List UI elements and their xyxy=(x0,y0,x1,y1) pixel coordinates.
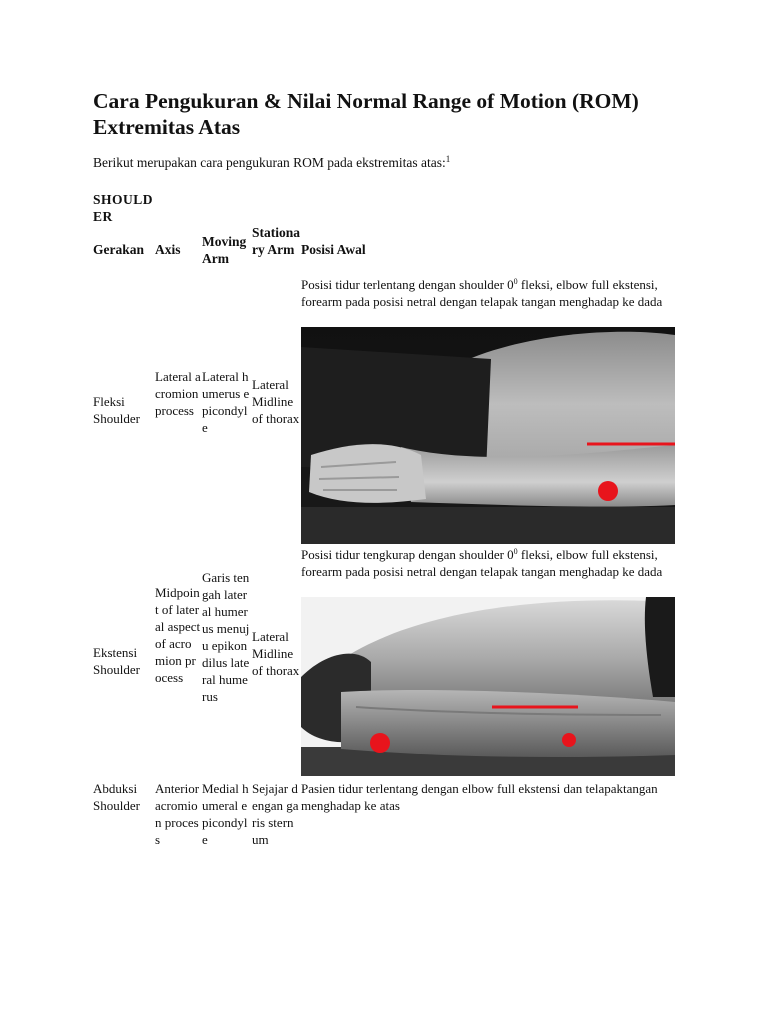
cell-moving-arm: Lateral humerus epicondyle xyxy=(202,369,250,435)
cell-stationary-arm: Lateral Midline of thorax xyxy=(252,629,300,678)
cell-moving-arm: Medial humeral epicondyle xyxy=(202,781,249,847)
degree-superscript: 0 xyxy=(513,277,518,286)
cell-gerakan: Fleksi Shoulder xyxy=(93,394,140,426)
axis-marker-dot xyxy=(370,733,390,753)
epicondyle-marker-dot xyxy=(562,733,576,747)
cell-stationary-arm: Lateral Midline of thorax xyxy=(252,377,300,426)
axis-marker-dot xyxy=(598,481,618,501)
header-stationary-arm: Stationary Arm xyxy=(252,225,301,257)
photo-ekstensi-shoulder xyxy=(301,597,675,776)
intro-text xyxy=(93,155,653,171)
section-heading-shoulder: SHOULDER xyxy=(93,192,154,224)
cell-posisi-awal xyxy=(301,276,679,310)
posisi-awal-text: Posisi tidur tengkurap dengan shoulder 0 xyxy=(301,547,514,562)
header-posisi-awal: Posisi Awal xyxy=(301,242,366,257)
cell-posisi-awal xyxy=(301,546,679,580)
page-title: Cara Pengukuran & Nilai Normal Range of Motion (ROM) Extremitas Atas xyxy=(93,89,639,139)
cell-axis: Lateral acromion process xyxy=(155,369,201,418)
photo-fleksi-shoulder xyxy=(301,327,675,544)
cell-axis: Midpoint of lateral aspect of acromion process xyxy=(155,585,201,685)
cell-axis: Anterior acromion process xyxy=(155,781,200,847)
header-axis: Axis xyxy=(155,242,181,257)
header-gerakan: Gerakan xyxy=(93,242,145,257)
posisi-awal-text: fleksi, elbow full ekstensi, forearm pada posisi netral dengan telapak tangan menghadap ke dada xyxy=(301,277,663,309)
cell-moving-arm: Garis tengah lateral humerus menuju epikondilus lateral humerus xyxy=(202,570,250,704)
posisi-awal-text: Posisi tidur terlentang dengan shoulder 0 xyxy=(301,277,514,292)
posisi-awal-text: fleksi, elbow full ekstensi, forearm pada posisi netral dengan telapak tangan menghadap ke dada xyxy=(301,547,663,579)
degree-superscript: 0 xyxy=(513,547,518,556)
cell-posisi-awal: Pasien tidur terlentang dengan elbow full ekstensi dan telapaktangan menghadap ke atas xyxy=(301,781,658,813)
cell-gerakan: Abduksi Shoulder xyxy=(93,781,140,813)
footnote-ref[interactable]: 1 xyxy=(445,154,451,164)
intro-sentence: Berikut merupakan cara pengukuran ROM pada ekstremitas atas: xyxy=(93,155,446,170)
cell-gerakan: Ekstensi Shoulder xyxy=(93,645,140,677)
cell-stationary-arm: Sejajar dengan garis sternum xyxy=(252,781,299,847)
photo-ekstensi-image xyxy=(301,597,675,776)
photo-fleksi-image xyxy=(301,327,675,544)
header-moving-arm: Moving Arm xyxy=(202,234,247,266)
